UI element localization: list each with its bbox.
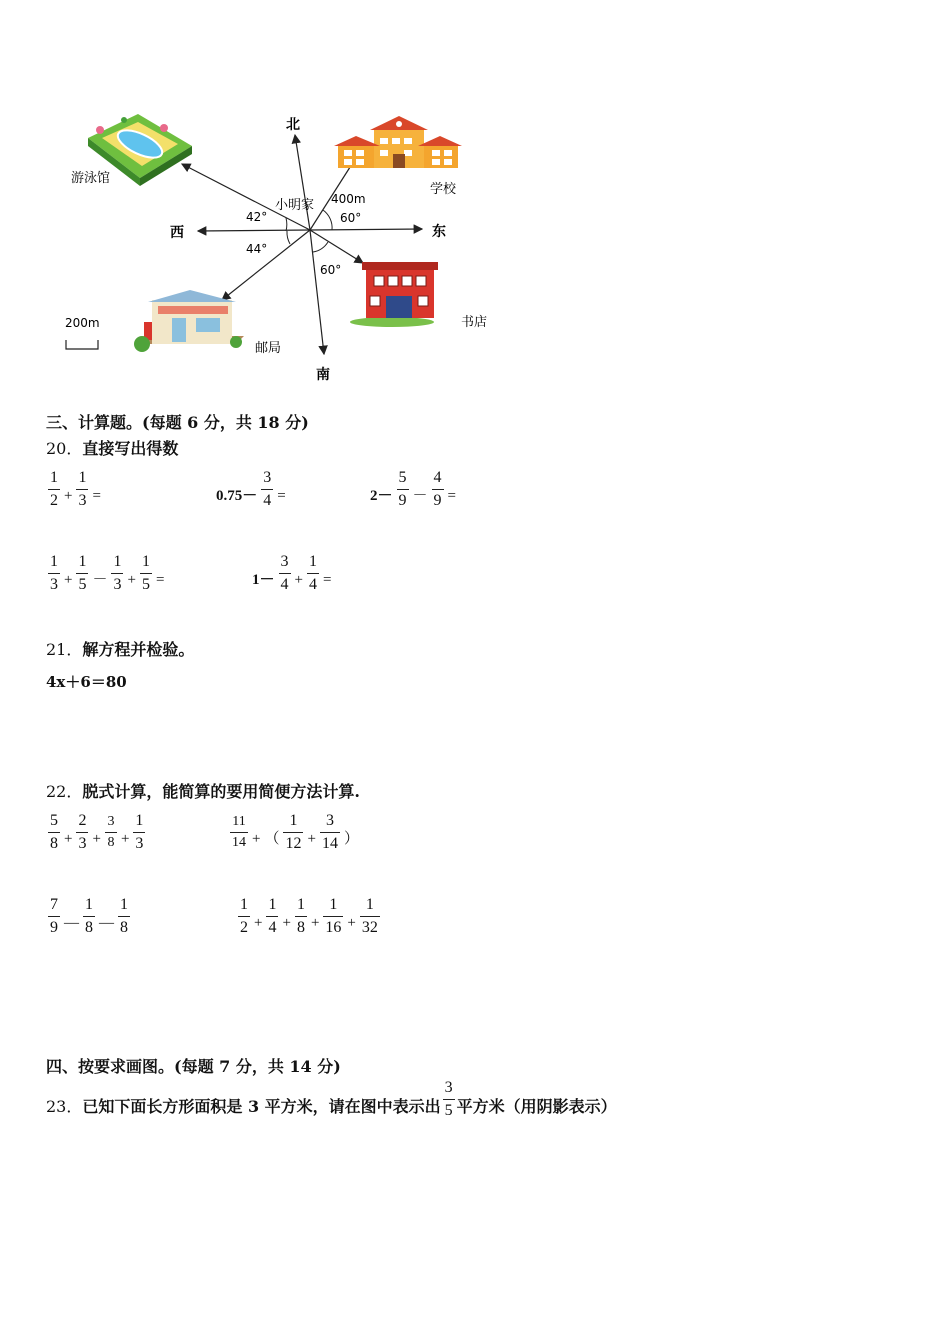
school-icon [334, 116, 462, 168]
arc-ne [323, 210, 332, 230]
q22-expr-4: $\frac{1}{2}$ + $\frac{1}{4}$ + $\frac{1}{8}$ + $\frac{1}{16}$ + $\frac{1}{32}$ [240, 896, 378, 936]
school-label: 学校 [430, 182, 457, 197]
q22-expr-3: $\frac{7}{9}$ — $\frac{1}{8}$ — $\frac{1}{8}$ [50, 896, 128, 936]
q21-number: 21． [46, 640, 83, 659]
q20-expr-2: 0.75－ $\frac{3}{4}$ = [216, 469, 286, 509]
scale-label: 200m [65, 316, 100, 330]
q22-expr-1: $\frac{5}{8}$ + $\frac{2}{3}$ + $\frac{3}{8}$ + $\frac{1}{3}$ [50, 812, 144, 852]
q20-expr-3: 2－ $\frac{5}{9}$ － $\frac{4}{9}$ = [370, 469, 456, 509]
bookstore-icon [350, 262, 438, 327]
fraction: $\frac{4}{9}$ [433, 469, 442, 509]
q21-equation: 4x＋6＝80 [46, 673, 127, 691]
q20-text: 直接写出得数 [82, 439, 179, 458]
east-axis [310, 229, 422, 230]
fraction: $\frac{3}{4}$ [280, 553, 289, 593]
ray-to-post [222, 230, 310, 300]
ray-to-bookstore [310, 230, 363, 263]
north-axis [295, 135, 310, 230]
fraction: $\frac{2}{3}$ [78, 812, 87, 852]
fraction: $\frac{1}{3}$ [113, 553, 122, 593]
fraction: $\frac{1}{8}$ [85, 896, 93, 936]
q21-text: 解方程并检验。 [82, 640, 195, 659]
south-label: 南 [316, 367, 330, 383]
distance-label: 400m [331, 192, 366, 206]
angle-nw-label: 42° [246, 210, 268, 224]
q23-text-after: 平方米（用阴影表示） [456, 1097, 617, 1116]
section4-title: 四、按要求画图。(每题 7 分，共 14 分) [46, 1057, 341, 1076]
fraction: $\frac{5}{8}$ [50, 812, 58, 852]
q20-expr-1: $\frac{1}{2}$ + $\frac{1}{3}$ = [50, 469, 101, 509]
fraction: $\frac{1}{16}$ [325, 896, 342, 936]
q20-expr-4: $\frac{1}{3}$ + $\frac{1}{5}$ － $\frac{1}{3}$ + $\frac{1}{5}$ = [50, 553, 165, 593]
center-label: 小明家 [275, 198, 315, 213]
fraction: $\frac{11}{14}$ [232, 814, 246, 850]
fraction: $\frac{5}{9}$ [398, 469, 407, 509]
fraction: $\frac{7}{9}$ [50, 896, 58, 936]
north-label: 北 [286, 117, 300, 133]
fraction: $\frac{1}{8}$ [120, 896, 128, 936]
q21-title [46, 637, 194, 660]
west-axis [198, 230, 310, 231]
fraction: $\frac{3}{4}$ [263, 469, 272, 509]
section3-title: 三、计算题。(每题 6 分，共 18 分) [46, 413, 309, 432]
q23-text-before: 已知下面长方形面积是 3 平方米，请在图中表示出 [82, 1097, 441, 1116]
q22-title [46, 779, 360, 802]
q22-text: 脱式计算，能简算的要用简便方法计算. [82, 782, 360, 801]
fraction: $\frac{1}{2}$ [50, 469, 58, 509]
fraction: $\frac{1}{4}$ [308, 553, 317, 593]
fraction: $\frac{1}{12}$ [285, 812, 302, 852]
post-office-icon [134, 290, 244, 352]
west-label: 西 [170, 225, 184, 241]
arc-se [313, 242, 328, 252]
pool-label: 游泳馆 [71, 171, 111, 186]
arc-sw [287, 231, 290, 244]
q20-number: 20． [46, 439, 83, 458]
fraction: $\frac{1}{5}$ [78, 553, 87, 593]
fraction: $\frac{1}{3}$ [50, 553, 58, 593]
bookstore-label: 书店 [461, 315, 488, 330]
q23-number: 23． [46, 1097, 83, 1116]
angle-sw-label: 44° [246, 242, 268, 256]
q20-title [46, 436, 178, 459]
fraction: $\frac{1}{3}$ [78, 469, 87, 509]
fraction: $\frac{1}{4}$ [268, 896, 277, 936]
fraction: $\frac{3}{14}$ [321, 812, 338, 852]
post-office-label: 邮局 [255, 341, 282, 356]
arc-nw [286, 218, 287, 231]
direction-map [40, 100, 510, 390]
fraction: $\frac{1}{8}$ [296, 896, 305, 936]
q22-number: 22． [46, 782, 83, 801]
q20-expr-5: 1－ $\frac{3}{4}$ + $\frac{1}{4}$ = [252, 553, 332, 593]
angle-ne-label: 60° [340, 211, 362, 225]
fraction: $\frac{1}{5}$ [141, 553, 150, 593]
angle-se-label: 60° [320, 263, 342, 277]
east-label: 东 [432, 224, 446, 240]
fraction: $\frac{3}{8}$ [105, 815, 117, 850]
fraction: $\frac{1}{32}$ [361, 896, 378, 936]
scale-bar [66, 340, 98, 349]
fraction: $\frac{1}{3}$ [135, 812, 144, 852]
q23-title [46, 1080, 617, 1119]
fraction: $\frac{3}{5}$ [444, 1079, 453, 1119]
q22-expr-2: $\frac{11}{14}$ + （ $\frac{1}{12}$ + $\frac{3}{14}$ ） [232, 812, 359, 852]
fraction: $\frac{1}{2}$ [240, 896, 248, 936]
